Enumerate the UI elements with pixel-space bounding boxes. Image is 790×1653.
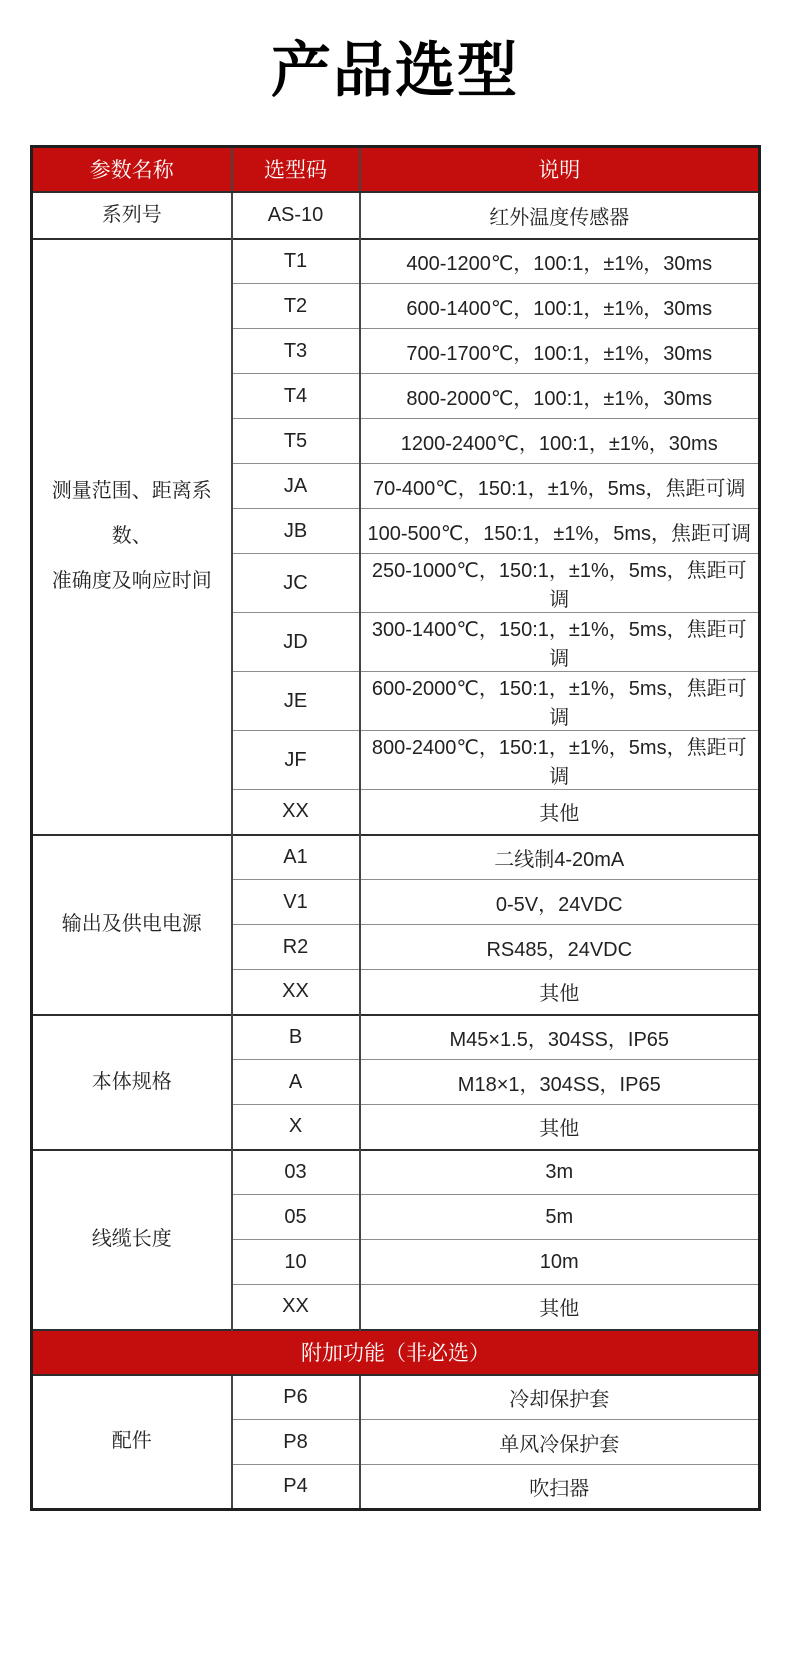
- table-row: [32, 1375, 760, 1420]
- product-selection-table: [30, 145, 761, 1511]
- desc-cell: 10m: [360, 1240, 760, 1285]
- desc-cell: 100-500℃，150:1，±1%，5ms，焦距可调: [360, 509, 760, 554]
- code-cell: XX: [232, 790, 360, 835]
- code-cell: JB: [232, 509, 360, 554]
- code-cell: 05: [232, 1195, 360, 1240]
- code-cell: JF: [232, 731, 360, 790]
- desc-cell: 冷却保护套: [360, 1375, 760, 1420]
- code-cell: A: [232, 1060, 360, 1105]
- desc-cell: 其他: [360, 1285, 760, 1330]
- desc-cell: 单风冷保护套: [360, 1420, 760, 1465]
- param-label-line: 系列号: [101, 203, 162, 226]
- code-cell: A1: [232, 835, 360, 880]
- code-cell: B: [232, 1015, 360, 1060]
- table-row: [32, 835, 760, 880]
- column-header-description: 说明: [360, 147, 760, 192]
- code-cell: XX: [232, 1285, 360, 1330]
- banner-cell: 附加功能（非必选）: [32, 1330, 760, 1375]
- desc-cell: 其他: [360, 790, 760, 835]
- param-label-line: 准确度及响应时间: [51, 570, 212, 592]
- table-row: [32, 239, 760, 284]
- desc-cell: 吹扫器: [360, 1465, 760, 1510]
- page: [0, 34, 790, 1653]
- column-header-param-name: 参数名称: [32, 147, 232, 192]
- param-cell: [32, 835, 232, 1015]
- code-cell: XX: [232, 970, 360, 1015]
- desc-cell: 800-2400℃，150:1，±1%，5ms，焦距可调: [360, 731, 760, 790]
- code-cell: X: [232, 1105, 360, 1150]
- banner-row: [32, 1330, 760, 1375]
- desc-cell: 700-1700℃，100:1，±1%，30ms: [360, 329, 760, 374]
- desc-cell: 0-5V，24VDC: [360, 880, 760, 925]
- desc-cell: 其他: [360, 1105, 760, 1150]
- code-cell: 10: [232, 1240, 360, 1285]
- code-cell: JA: [232, 464, 360, 509]
- code-cell: P6: [232, 1375, 360, 1420]
- desc-cell: 红外温度传感器: [360, 192, 760, 239]
- desc-cell: 400-1200℃，100:1，±1%，30ms: [360, 239, 760, 284]
- desc-cell: M18×1，304SS，IP65: [360, 1060, 760, 1105]
- param-label-line: 测量范围、距离系数、: [51, 480, 212, 547]
- desc-cell: 600-1400℃，100:1，±1%，30ms: [360, 284, 760, 329]
- desc-cell: 5m: [360, 1195, 760, 1240]
- code-cell: T1: [232, 239, 360, 284]
- code-cell: JE: [232, 672, 360, 731]
- desc-cell: 600-2000℃，150:1，±1%，5ms，焦距可调: [360, 672, 760, 731]
- table-row: [32, 1015, 760, 1060]
- param-cell: [32, 192, 232, 239]
- code-cell: T3: [232, 329, 360, 374]
- param-label-line: 配件: [111, 1430, 152, 1453]
- table-header-row: [32, 147, 760, 192]
- code-cell: R2: [232, 925, 360, 970]
- code-cell: T2: [232, 284, 360, 329]
- param-label-line: 输出及供电电源: [61, 913, 202, 935]
- param-label-line: 线缆长度: [91, 1228, 172, 1250]
- desc-cell: M45×1.5，304SS，IP65: [360, 1015, 760, 1060]
- table-row: [32, 1150, 760, 1195]
- code-cell: T4: [232, 374, 360, 419]
- desc-cell: 70-400℃，150:1，±1%，5ms，焦距可调: [360, 464, 760, 509]
- desc-cell: 3m: [360, 1150, 760, 1195]
- desc-cell: 其他: [360, 970, 760, 1015]
- desc-cell: 1200-2400℃，100:1，±1%，30ms: [360, 419, 760, 464]
- desc-cell: 300-1400℃，150:1，±1%，5ms，焦距可调: [360, 613, 760, 672]
- page-title: 产品选型: [271, 37, 519, 104]
- code-cell: V1: [232, 880, 360, 925]
- desc-cell: 250-1000℃，150:1，±1%，5ms，焦距可调: [360, 554, 760, 613]
- param-cell: [32, 1375, 232, 1510]
- param-cell: [32, 1015, 232, 1150]
- param-label-line: 本体规格: [91, 1070, 172, 1093]
- desc-cell: RS485，24VDC: [360, 925, 760, 970]
- column-header-selection-code: 选型码: [232, 147, 360, 192]
- code-cell: JC: [232, 554, 360, 613]
- code-cell: T5: [232, 419, 360, 464]
- table-row: [32, 192, 760, 239]
- code-cell: JD: [232, 613, 360, 672]
- param-cell: [32, 239, 232, 835]
- code-cell: P8: [232, 1420, 360, 1465]
- desc-cell: 800-2000℃，100:1，±1%，30ms: [360, 374, 760, 419]
- code-cell: P4: [232, 1465, 360, 1510]
- desc-cell: 二线制4-20mA: [360, 835, 760, 880]
- code-cell: AS-10: [232, 192, 360, 239]
- param-cell: [32, 1150, 232, 1330]
- code-cell: 03: [232, 1150, 360, 1195]
